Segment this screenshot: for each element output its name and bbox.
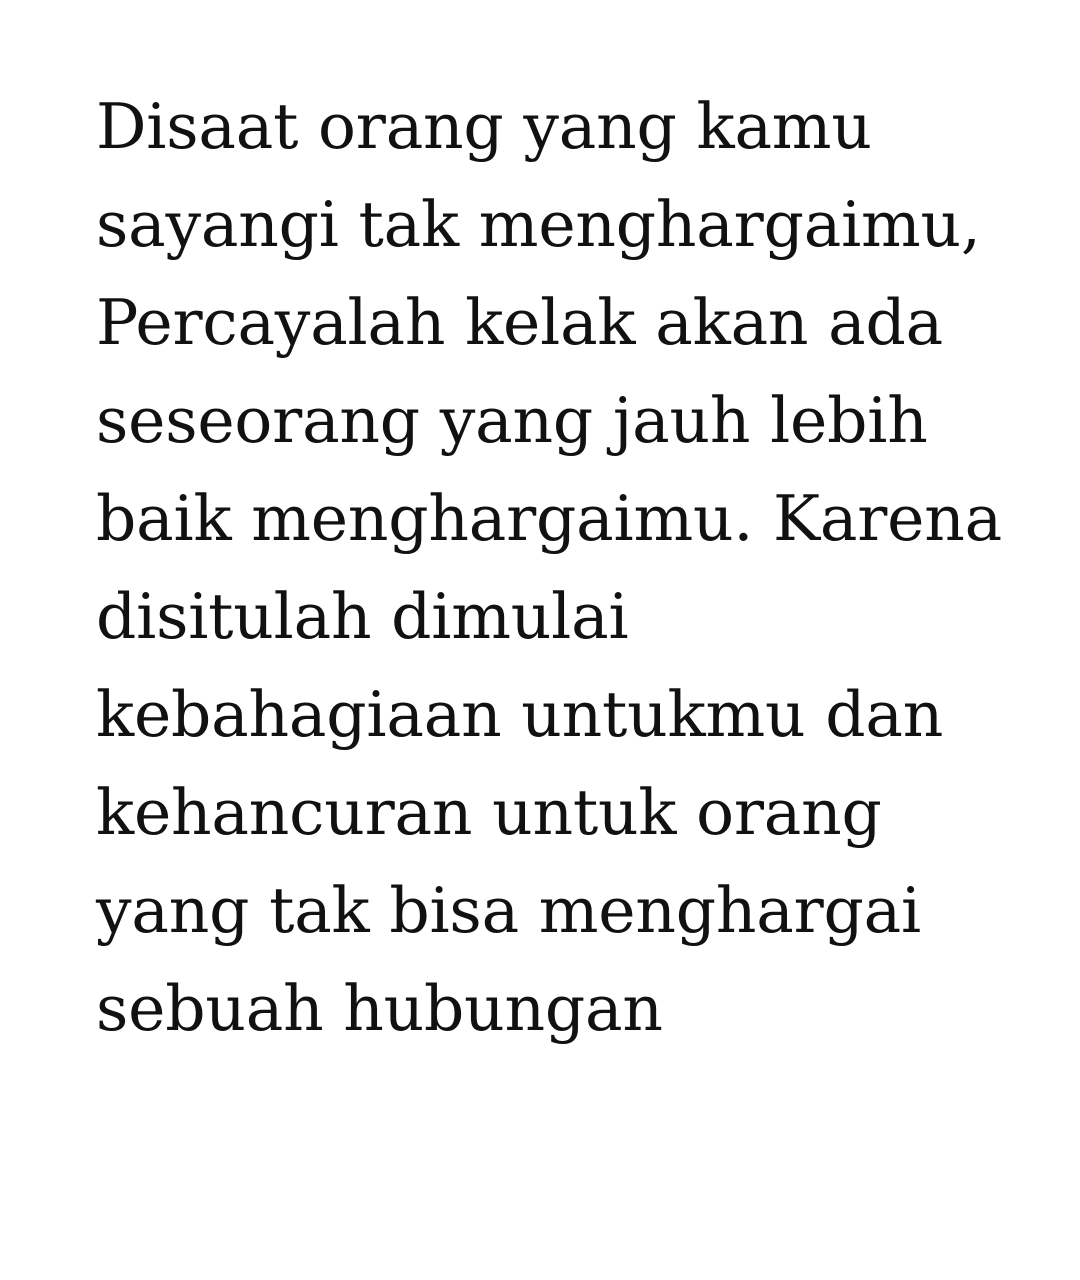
quote-text: Disaat orang yang kamu sayangi tak menghargaimu, Percayalah kelak akan ada seseorang yang jauh lebih baik menghargaimu. Karena disitulah dimulai kebahagiaan untukmu dan kehancuran untuk orang yang tak bisa menghargai sebuah hubungan xyxy=(96,90,1022,1045)
